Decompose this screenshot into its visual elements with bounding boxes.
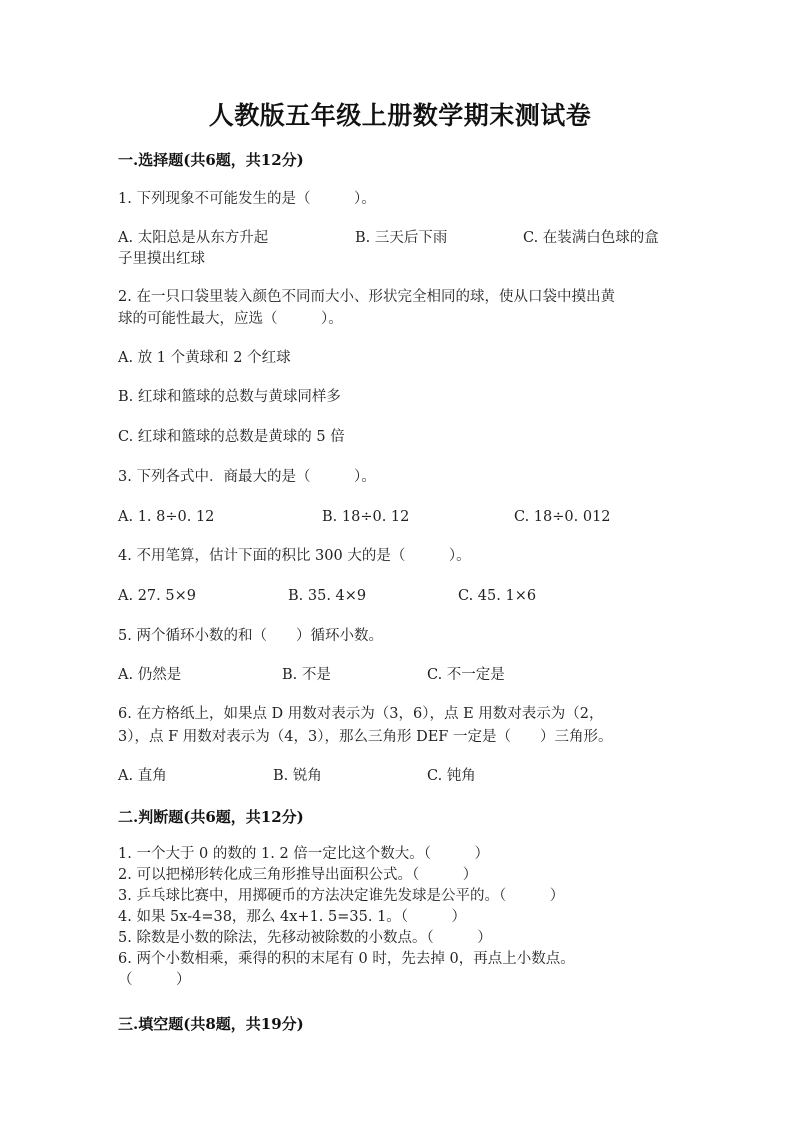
question-1-options: [118, 227, 698, 249]
judgement-item: 2. 可以把梯形转化成三角形推导出面积公式。（ ）: [118, 867, 478, 883]
section-heading-choice: 一.选择题(共6题，共12分): [118, 151, 304, 169]
page-title: 人教版五年级上册数学期末测试卷: [208, 101, 592, 130]
question-1-option-c: C. 在装满白色球的盒: [523, 230, 659, 246]
question-2-option-b: B. 红球和篮球的总数与黄球同样多: [118, 389, 341, 405]
question-5-options: [118, 664, 698, 686]
question-4-options: [118, 585, 698, 607]
judgement-item: 6. 两个小数相乘，乘得的积的末尾有 0 时，先去掉 0，再点上小数点。: [118, 951, 575, 967]
question-2-stem-line1: 2. 在一只口袋里装入颜色不同而大小、形状完全相同的球，使从口袋中摸出黄: [118, 289, 615, 305]
question-4-option-a: A. 27. 5×9: [118, 588, 196, 604]
question-6-option-c: C. 钝角: [427, 768, 476, 784]
question-1-stem: 1. 下列现象不可能发生的是（ ）。: [118, 191, 376, 207]
question-3-options: [118, 506, 698, 528]
question-5-option-a: A. 仍然是: [118, 667, 182, 683]
question-4-stem: 4. 不用笔算，估计下面的积比 300 大的是（ ）。: [118, 548, 471, 564]
question-6-stem-line2: 3），点 F 用数对表示为（4，3），那么三角形 DEF 一定是（ ）三角形。: [118, 729, 613, 745]
question-4-option-c: C. 45. 1×6: [458, 588, 537, 604]
question-5-option-b: B. 不是: [282, 667, 331, 683]
question-6-option-b: B. 锐角: [273, 768, 322, 784]
question-6-stem-line1: 6. 在方格纸上，如果点 D 用数对表示为（3，6），点 E 用数对表示为（2，: [118, 706, 604, 722]
question-3-option-a: A. 1. 8÷0. 12: [118, 509, 215, 525]
question-4-option-b: B. 35. 4×9: [288, 588, 367, 604]
judgement-item: 5. 除数是小数的除法，先移动被除数的小数点。（ ）: [118, 930, 492, 946]
question-1-option-a: A. 太阳总是从东方升起: [118, 230, 269, 246]
judgement-item: 1. 一个大于 0 的数的 1. 2 倍一定比这个数大。（ ）: [118, 846, 490, 862]
question-2-option-c: C. 红球和篮球的总数是黄球的 5 倍: [118, 429, 345, 445]
section-heading-fill-blank: 三.填空题(共8题，共19分): [118, 1015, 304, 1033]
judgement-item: 4. 如果 5x-4=38，那么 4x+1. 5=35. 1。（ ）: [118, 909, 467, 925]
question-6-options: [118, 765, 698, 787]
judgement-item-continuation: （ ）: [118, 972, 191, 988]
question-3-stem: 3. 下列各式中．商最大的是（ ）。: [118, 469, 376, 485]
question-6-option-a: A. 直角: [118, 768, 167, 784]
question-3-option-c: C. 18÷0. 012: [514, 509, 611, 525]
question-2-stem-line2: 球的可能性最大，应选（ ）。: [118, 311, 343, 327]
question-3-option-b: B. 18÷0. 12: [322, 509, 410, 525]
judgement-item: 3. 乒乓球比赛中，用掷硬币的方法决定谁先发球是公平的。（ ）: [118, 888, 565, 904]
section-heading-judgement: 二.判断题(共6题，共12分): [118, 808, 304, 826]
question-1-option-b: B. 三天后下雨: [355, 230, 448, 246]
question-2-option-a: A. 放 1 个黄球和 2 个红球: [118, 350, 291, 366]
question-5-stem: 5. 两个循环小数的和（ ）循环小数。: [118, 628, 383, 644]
question-5-option-c: C. 不一定是: [427, 667, 505, 683]
question-1-option-c-cont: 子里摸出红球: [118, 251, 205, 267]
